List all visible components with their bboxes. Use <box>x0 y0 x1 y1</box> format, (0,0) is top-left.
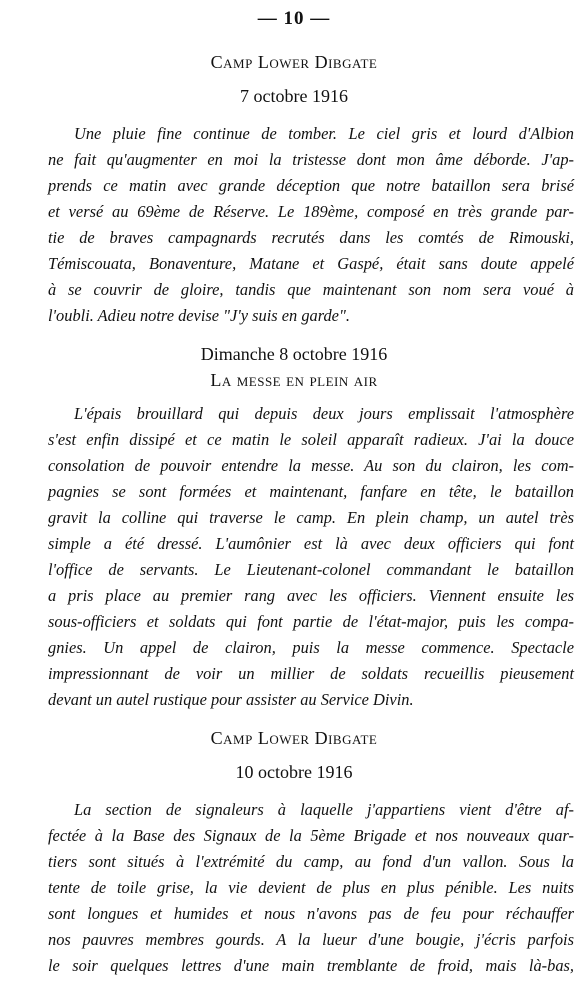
text-line: l'oubli. Adieu notre devise "J'y suis en garde". <box>48 306 350 325</box>
text-line: sont longues et humides et nous n'avons pas de feu pour réchauffer <box>48 904 574 923</box>
text-line: l'office de servants. Le Lieutenant-colonel commandant le bataillon <box>48 560 574 579</box>
text-line: à se couvrir de gloire, tandis que maintenant son nom sera voué à <box>48 280 574 299</box>
section-3-place: Camp Lower Dibgate <box>210 728 378 748</box>
text-line: consolation de pouvoir entendre la messe. Au son du clairon, les com- <box>48 456 574 475</box>
section-2-title: La messe en plein air <box>210 370 378 390</box>
text-line: gravit la colline qui traverse le camp. En plein champ, un autel très <box>48 508 574 527</box>
text-line: impressionnant de voir un millier de soldats recueillis pieusement <box>48 664 574 683</box>
text-line: s'est enfin dissipé et ce matin le soleil apparaît radieux. J'ai la douce <box>48 430 574 449</box>
text-line: et versé au 69ème de Réserve. Le 189ème, composé en très grande par- <box>48 202 574 221</box>
text-line: La section de signaleurs à laquelle j'appartiens vient d'être af- <box>74 800 574 819</box>
section-2-date: Dimanche 8 octobre 1916 <box>200 344 388 364</box>
text-line: ne fait qu'augmenter en moi la tristesse dont mon âme déborde. J'ap- <box>48 150 574 169</box>
text-line: tente de toile grise, la vie devient de plus en plus pénible. Les nuits <box>48 878 574 897</box>
text-line: le soir quelques lettres d'une main tremblante de froid, mais là-bas, <box>48 956 574 975</box>
text-line: sous-officiers et soldats qui font partie de l'état-major, puis les compa- <box>48 612 574 631</box>
text-line: Témiscouata, Bonaventure, Matane et Gaspé, était sans doute appelé <box>48 254 574 273</box>
text-line: tie de braves campagnards recrutés dans les comtés de Rimouski, <box>48 228 574 247</box>
text-line: nos pauvres membres gourds. A la lueur d'une bougie, j'écris parfois <box>48 930 574 949</box>
text-line: pagnies se sont formées et maintenant, fanfare en tête, le bataillon <box>48 482 574 501</box>
text-line: fectée à la Base des Signaux de la 5ème Brigade et nos nouveaux quar- <box>48 826 574 845</box>
section-1-date: 7 octobre 1916 <box>240 86 348 106</box>
text-line: tiers sont situés à l'extrémité du camp, au fond d'un vallon. Sous la <box>48 852 574 871</box>
text-line: simple a été dressé. L'aumônier est là avec deux officiers qui font <box>48 534 574 553</box>
text-line: prends ce matin avec grande déception que notre bataillon sera brisé <box>48 176 574 195</box>
section-3-date: 10 octobre 1916 <box>235 762 353 782</box>
text-line: gnies. Un appel de clairon, puis la messe commence. Spectacle <box>48 638 574 657</box>
text-line: devant un autel rustique pour assister au Service Divin. <box>48 690 414 709</box>
section-1-place: Camp Lower Dibgate <box>210 52 378 72</box>
text-line: L'épais brouillard qui depuis deux jours emplissait l'atmosphère <box>74 404 574 423</box>
text-line: a pris place au premier rang avec les officiers. Viennent ensuite les <box>48 586 574 605</box>
text-line: Une pluie fine continue de tomber. Le ciel gris et lourd d'Albion <box>74 124 574 143</box>
page-number: — 10 — <box>257 8 331 29</box>
